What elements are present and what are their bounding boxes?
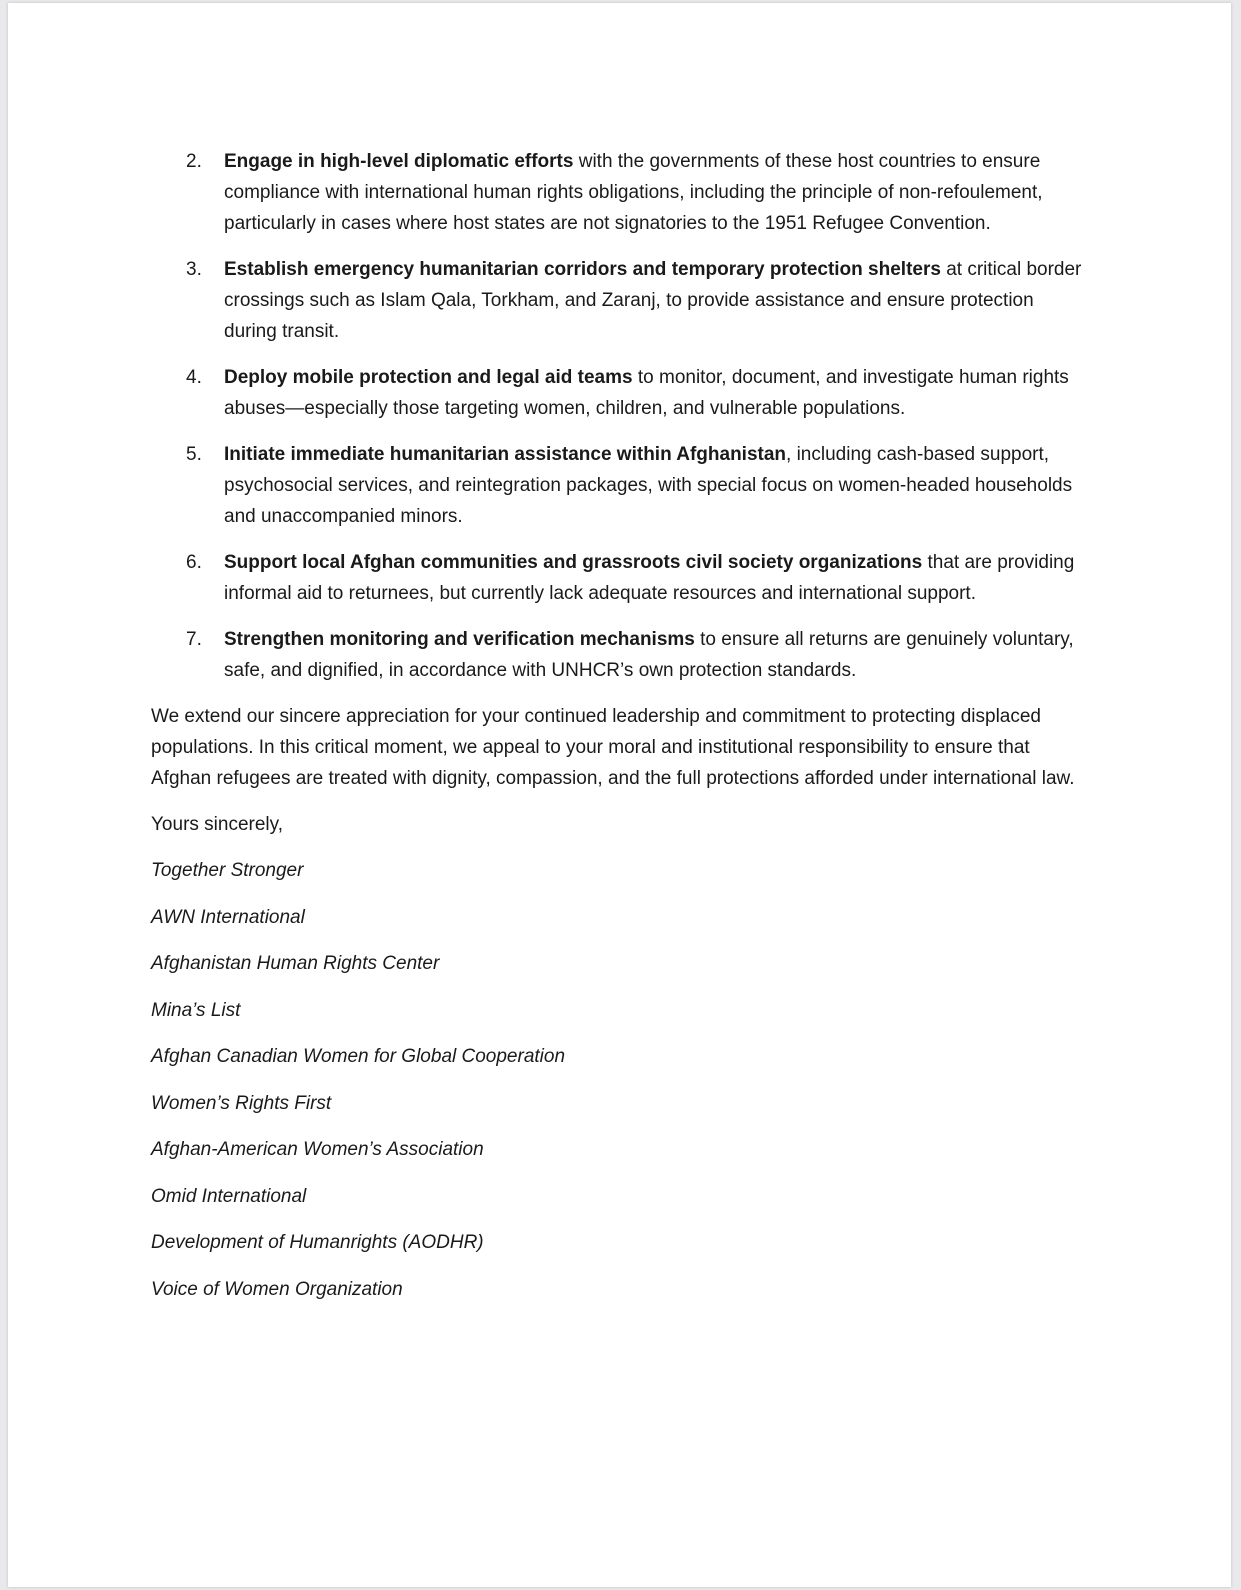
list-item-text: at critical border crossings such as Islam Qala, Torkham, and Zaranj, to provide assistance and ensure protection during transit. [224, 259, 1082, 342]
signatories-list [151, 855, 1091, 1305]
list-item-heading: Strengthen monitoring and verification mechanisms [224, 629, 695, 650]
list-item [151, 624, 1091, 686]
document-page [8, 3, 1231, 1587]
list-item-text: to ensure all returns are genuinely voluntary, safe, and dignified, in accordance with UNHCR’s own protection standards. [224, 629, 1074, 681]
recommendations-list [151, 146, 1091, 686]
signatory: Development of Humanrights (AODHR) [151, 1232, 484, 1253]
list-item [151, 254, 1091, 347]
list-item-number: 5. [186, 444, 202, 465]
list-item-text: to monitor, document, and investigate human rights abuses—especially those targeting women, children, and vulnerable populations. [224, 367, 1069, 419]
signatory: Omid International [151, 1185, 307, 1207]
signatory: Women’s Rights First [151, 1092, 332, 1114]
list-item-text: , including cash-based support, psychosocial services, and reintegration packages, with special focus on women-headed households and unaccompanied minors. [224, 444, 1073, 527]
signatory: Voice of Women Organization [151, 1278, 403, 1300]
list-item-number: 7. [186, 629, 202, 650]
list-item-text: with the governments of these host countries to ensure compliance with international human rights obligations, including the principle of non-refoulement, particularly in cases where host states are not signatories to the 1951 Refugee Convention. [224, 151, 1043, 234]
list-item-number: 3. [186, 259, 202, 280]
list-item [151, 439, 1091, 532]
signatory: Afghan-American Women’s Association [151, 1139, 484, 1160]
list-item-number: 4. [186, 367, 202, 388]
list-item-text: that are providing informal aid to returnees, but currently lack adequate resources and international support. [224, 552, 1075, 604]
list-item [151, 362, 1091, 424]
list-item-number: 6. [186, 552, 202, 573]
letter-body [151, 146, 1091, 1320]
list-item [151, 547, 1091, 609]
signatory: Afghanistan Human Rights Center [151, 953, 440, 974]
list-item-heading: Support local Afghan communities and grassroots civil society organizations [224, 552, 923, 573]
signatory: Mina’s List [151, 999, 241, 1021]
list-item-heading: Initiate immediate humanitarian assistance within Afghanistan [224, 444, 787, 465]
signatory: Afghan Canadian Women for Global Cooperation [151, 1046, 566, 1067]
closing-paragraph: We extend our sincere appreciation for your continued leadership and commitment to protecting displaced populations. In this critical moment, we appeal to your moral and institutional responsibility to ensure that Afghan refugees are treated with dignity, compassion, and the full protections afforded under international law. [151, 706, 1075, 789]
list-item-heading: Establish emergency humanitarian corridors and temporary protection shelters [224, 259, 941, 280]
signatory: Together Stronger [151, 860, 304, 881]
list-item-heading: Engage in high-level diplomatic efforts [224, 151, 574, 172]
signoff: Yours sincerely, [151, 814, 284, 835]
signatory: AWN International [151, 906, 305, 928]
list-item-heading: Deploy mobile protection and legal aid teams [224, 367, 633, 388]
list-item-number: 2. [186, 151, 202, 172]
list-item [151, 146, 1091, 239]
